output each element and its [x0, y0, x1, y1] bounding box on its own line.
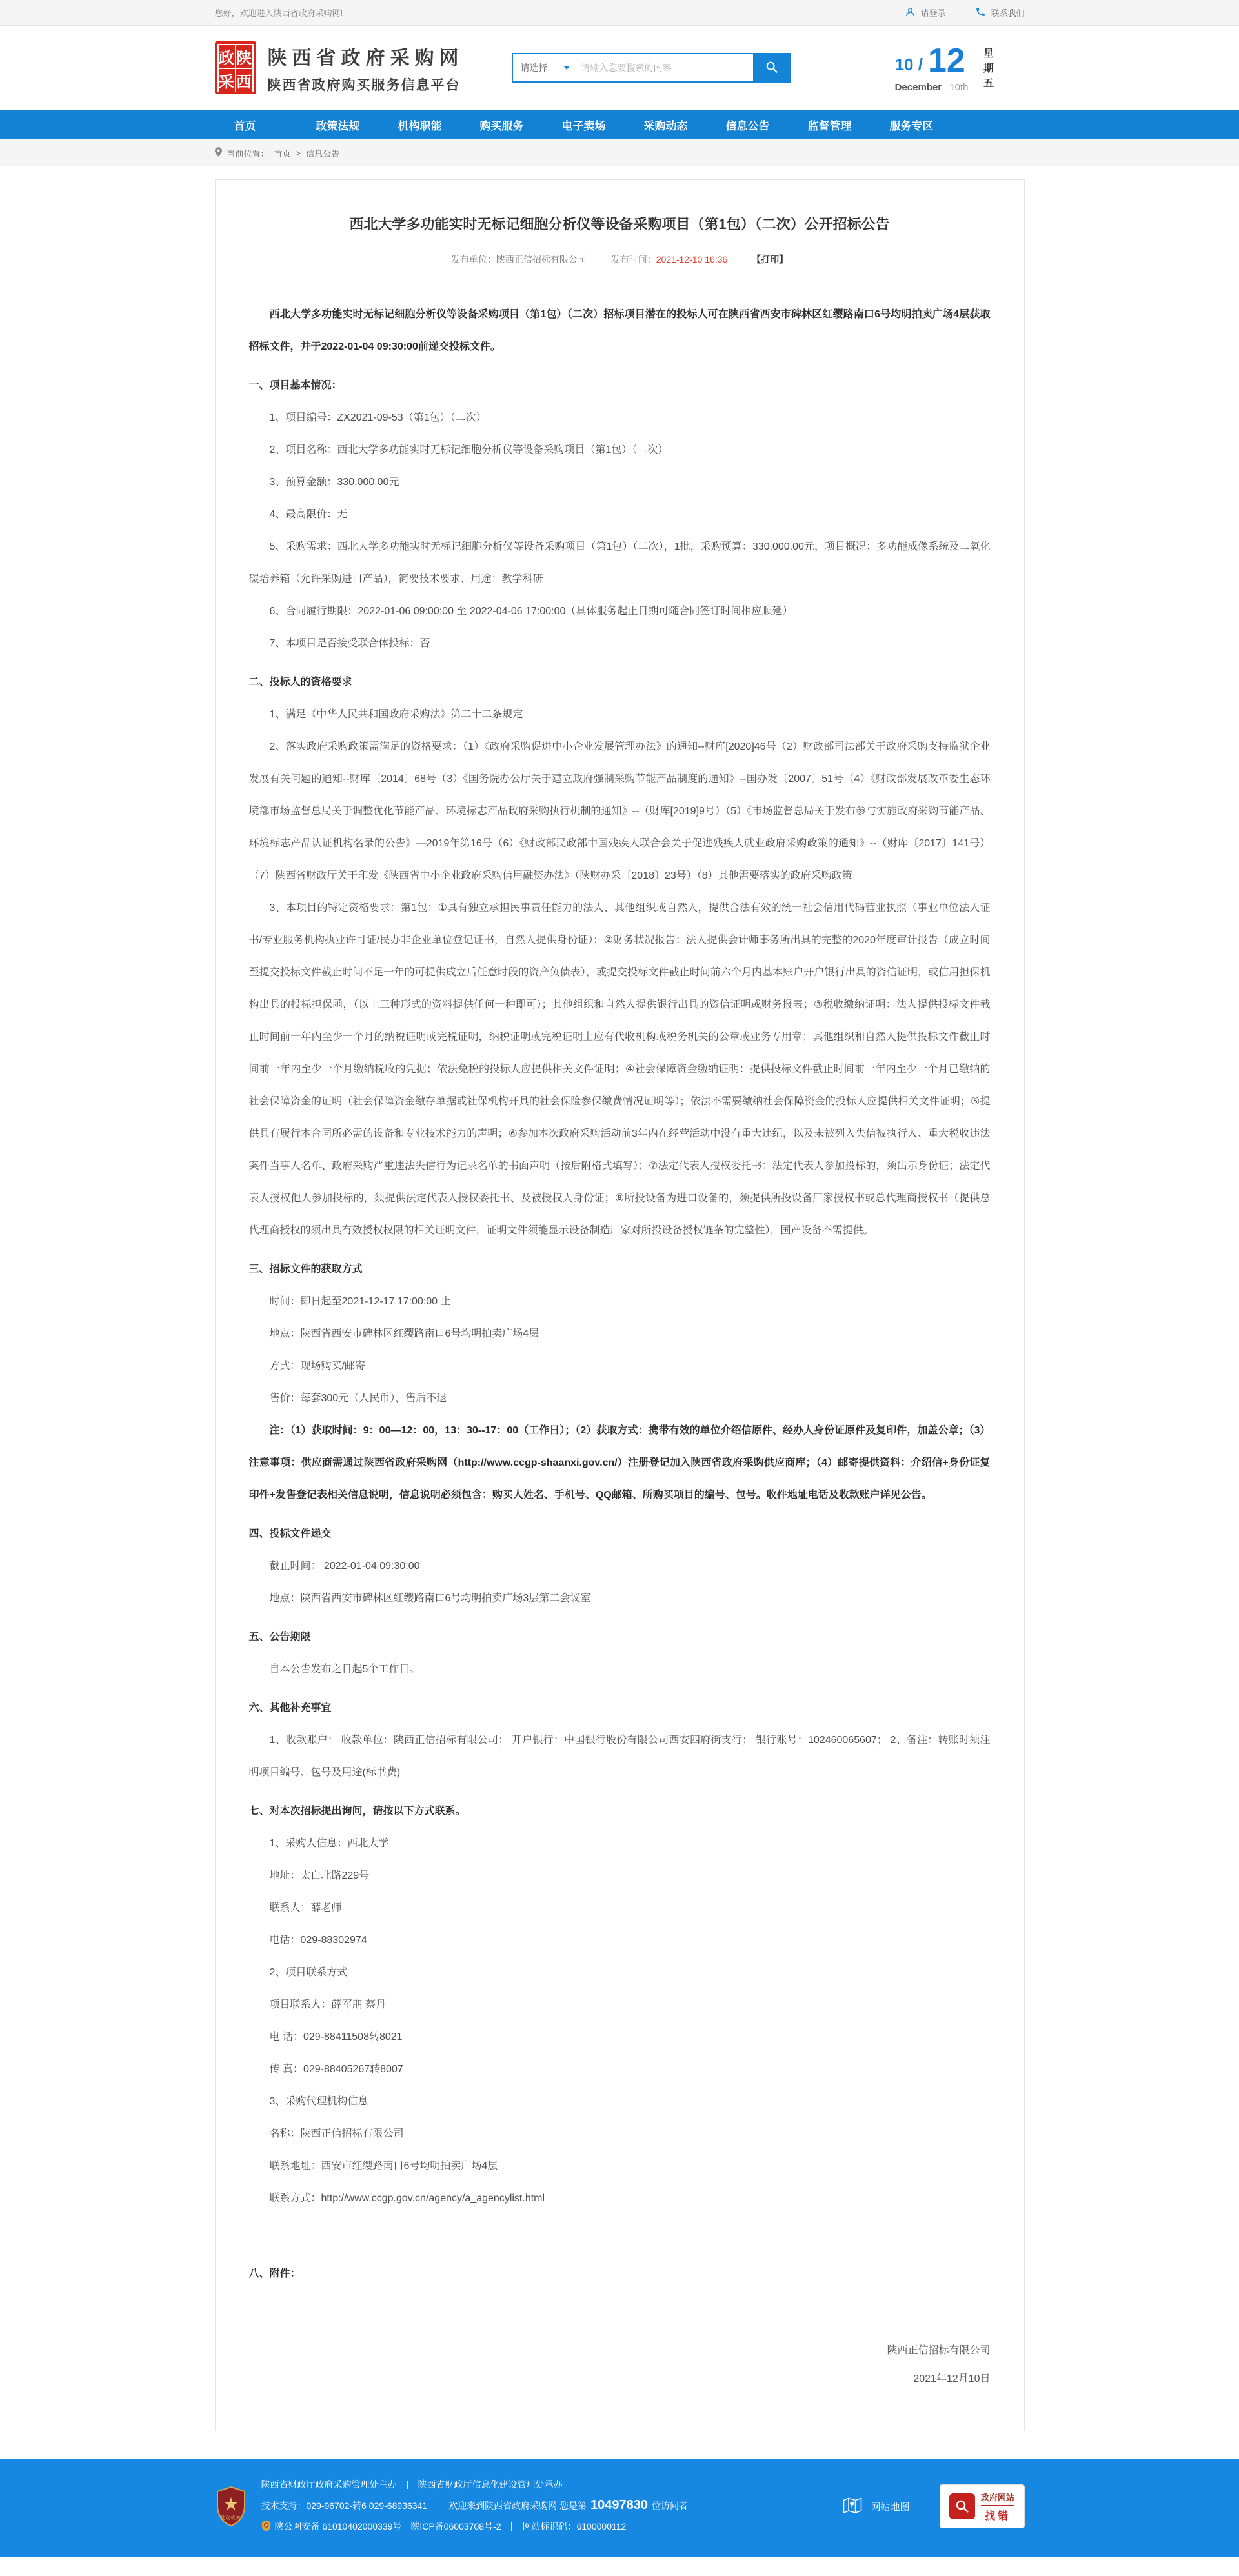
- nav-item[interactable]: 监督管理: [807, 119, 852, 132]
- gov-site-find-error-button[interactable]: [940, 2484, 1025, 2528]
- breadcrumb-current[interactable]: 信息公告: [306, 148, 340, 159]
- contact-label: 联系我们: [991, 8, 1025, 18]
- find-error-top-label: 政府网站: [981, 2491, 1014, 2506]
- site-title: 陕西省政府采购网: [267, 47, 464, 69]
- search-input[interactable]: [576, 54, 753, 81]
- article-paragraph: 一、项目基本情况：: [248, 380, 342, 391]
- article-paragraph: 2、落实政府采购政策需满足的资格要求：（1）《政府采购促进中小企业发展管理办法》的通知--财库[2020]46号（2）财政部司法部关于政府采购支持监狱企业发展有关问题的通知--财库〔2014〕68号（3）《国务院办公厅关于建立政府强制采购节能产品制度的通知》--国办发〔2007〕51号（4）《财政部发展改革委生态环境部市场监督总局关于调整优化节能产品、环境标志产品政府采购执行机制的通知》--（财库[2019]9号）（5）《市场监督总局关于发布参与实施政府采购节能产品、环境标志产品认证机构名录的公告》—2019年第16号（6）《财政部民政部中国残疾人联合会关于促进残疾人就业政府采购政策的通知》--（财库〔2017〕141号）（7）陕西省财政厅关于印发《陕西省中小企业政府采购信用融资办法》（陕财办采〔2018〕23号）（8）其他需要落实的政府采购政策: [248, 741, 991, 881]
- attachment-heading: 八、附件：: [248, 2268, 301, 2279]
- page-title: 西北大学多功能实时无标记细胞分析仪等设备采购项目（第1包）（二次）公开招标公告: [349, 216, 890, 232]
- article-paragraph: 电 话：029-88411508转8021: [269, 2032, 403, 2042]
- footer-text: [261, 2474, 688, 2539]
- article-paragraph: 5、采购需求：西北大学多功能实时无标记细胞分析仪等设备采购项目（第1包）（二次），1批，采购预算：330,000.00元，项目概况：多功能成像系统及二氧化碳培养箱（允许采购进口产品），简要技术要求、用途：教学科研: [248, 541, 991, 584]
- date-widget: [895, 43, 1025, 92]
- article-paragraph: 时间：即日起至2021-12-17 17:00:00 止: [269, 1296, 451, 1307]
- site-subtitle: 陕西省政府购买服务信息平台: [267, 77, 461, 93]
- date-month-en: December: [894, 81, 942, 93]
- nav-menu: [215, 110, 1025, 139]
- icp-number: 陕ICP备06003708号-2: [410, 2521, 501, 2531]
- welcome-text: 您好，欢迎进入陕西省政府采购网!: [214, 8, 343, 18]
- article-paragraph: 传 真：029-88405267转8007: [269, 2064, 403, 2075]
- article-paragraph: 联系人：薛老师: [269, 1902, 342, 1913]
- date-day-big: 12: [927, 42, 965, 80]
- article-paragraph: 1、满足《中华人民共和国政府采购法》第二十二条规定: [269, 709, 523, 720]
- search-box: [512, 53, 791, 83]
- signature-block: [249, 2337, 991, 2393]
- article-card: [215, 179, 1025, 2431]
- party-government-badge-icon: [215, 2486, 247, 2527]
- article-paragraph: 1、项目编号：ZX2021-09-53（第1包）（二次）: [269, 412, 487, 423]
- publish-time-value: 2021-12-10 16:36: [656, 254, 728, 265]
- footer-tech-support: 技术支持：029-96702-转6 029-68936341: [261, 2501, 428, 2511]
- site-logo[interactable]: [215, 41, 464, 94]
- sitemap-link[interactable]: [841, 2493, 909, 2519]
- article-paragraph: 售价：每套300元（人民币），售后不退: [269, 1393, 447, 1404]
- article-paragraph: 联系地址：西安市红缨路南口6号均明拍卖广场4层: [269, 2161, 498, 2172]
- article-body: [249, 299, 991, 2215]
- date-day-en: 10th: [949, 81, 969, 93]
- article-paragraph: 项目联系人：薛军朋 蔡丹: [269, 1999, 386, 2010]
- article-paragraph: 3、采购代理机构信息: [269, 2096, 368, 2107]
- top-bar: [0, 0, 1239, 26]
- footer-organizer: 陕西省财政厅政府采购管理处主办: [261, 2479, 397, 2490]
- breadcrumb-home-link[interactable]: 首页: [274, 148, 291, 159]
- article-paragraph: 4、最高限价：无: [269, 509, 348, 520]
- article-paragraph: 五、公告期限: [248, 1632, 311, 1642]
- search-button[interactable]: [753, 53, 791, 83]
- sitemap-label: 网站地图: [871, 2501, 910, 2513]
- signature-company: 陕西正信招标有限公司: [887, 2345, 991, 2356]
- signature-date: 2021年12月10日: [913, 2373, 991, 2384]
- site-id-code: 网站标识码：6100000112: [522, 2521, 627, 2531]
- article-paragraph: 2、项目名称：西北大学多功能实时无标记细胞分析仪等设备采购项目（第1包）（二次）: [269, 444, 669, 455]
- nav-item[interactable]: 购买服务: [479, 119, 524, 132]
- article-paragraph: 1、收款账户： 收款单位：陕西正信招标有限公司； 开户银行：中国银行股份有限公司西安四府街支行； 银行账号：102460065607； 2、备注：转账时须注明项目编号、包号及用途(标书费): [248, 1735, 991, 1778]
- article-paragraph: 7、本项目是否接受联合体投标：否: [269, 638, 430, 649]
- find-error-bottom-label: 找错: [984, 2510, 1011, 2522]
- article-paragraph: 2、项目联系方式: [269, 1967, 348, 1978]
- nav-item[interactable]: 信息公告: [725, 119, 770, 132]
- article-paragraph: 西北大学多功能实时无标记细胞分析仪等设备采购项目（第1包）（二次）招标项目潜在的投标人可在陕西省西安市碑林区红缨路南口6号均明拍卖广场4层获取招标文件，并于2022-01-04 09:30:00前递交投标文件。: [248, 309, 991, 352]
- user-icon: [905, 6, 916, 19]
- site-header: [0, 26, 1239, 110]
- article-paragraph: 地点：陕西省西安市碑林区红缨路南口6号均明拍卖广场4层: [269, 1328, 539, 1339]
- breadcrumb: [215, 139, 1025, 166]
- article-paragraph: 6、合同履行期限：2022-01-06 09:00:00 至 2022-04-06 17:00:00（具体服务起止日期可随合同签订时间相应顺延）: [269, 606, 793, 617]
- police-badge-icon: [261, 2523, 271, 2533]
- article-paragraph: 电话：029-88302974: [269, 1935, 367, 1946]
- article-paragraph: 名称：陕西正信招标有限公司: [269, 2128, 404, 2139]
- search-select-label: 请选择: [520, 63, 548, 73]
- breadcrumb-separator: >: [296, 148, 301, 158]
- article-paragraph: 三、招标文件的获取方式: [248, 1264, 363, 1275]
- article-paragraph: 联系方式：http://www.ccgp.gov.cn/agency/a_agencylist.html: [269, 2193, 545, 2204]
- article-paragraph: 七、对本次招标提出询问，请按以下方式联系。: [248, 1806, 466, 1817]
- breadcrumb-prefix: 当前位置：: [227, 148, 269, 159]
- nav-item[interactable]: 机构职能: [398, 119, 442, 132]
- date-weekday: 星期五: [982, 48, 993, 93]
- nav-item[interactable]: 首页: [234, 119, 256, 132]
- article-paragraph: 地点：陕西省西安市碑林区红缨路南口6号均明拍卖广场3层第二会议室: [269, 1593, 591, 1604]
- footer-welcome: 欢迎来到陕西省政府采购网 您是第: [448, 2501, 587, 2511]
- article-paragraph: 3、预算金额：330,000.00元: [269, 477, 399, 488]
- login-label: 请登录: [920, 8, 946, 18]
- article-paragraph: 截止时间： 2022-01-04 09:30:00: [269, 1561, 420, 1572]
- article-paragraph: 3、本项目的特定资格要求：第1包：①具有独立承担民事责任能力的法人、其他组织或自然人，提供合法有效的统一社会信用代码营业执照（事业单位法人证书/专业服务机构执业许可证/民办非企业单位登记证书，自然人提供身份证）；②财务状况报告：法人提供会计师事务所出具的完整的2020年度审计报告（成立时间至提交投标文件截止时间不足一年的可提供成立后任意时段的资产负债表），或提交投标文件截止时间前六个月内基本账户开户银行出具的资信证明，或信用担保机构出具的投标担保函，（以上三种形式的资料提供任何一种即可）；其他组织和自然人提供银行出具的资信证明或财务报表；③税收缴纳证明：法人提供投标文件截止时间前一年内至少一个月的纳税证明或完税证明，纳税证明或完税证明上应有代收机构或税务机关的公章或业务专用章；其他组织和自然人提供投标文件截止时间前一年内至少一个月缴纳税收的凭据；依法免税的投标人应提供相关文件证明；④社会保障资金缴纳证明：提供投标文件截止时间前一年内至少一个月已缴纳的社会保障资金的证明（社会保障资金缴存单据或社保机构开具的社会保险参保缴费情况证明等）；依法不需要缴纳社会保障资金的投标人应提供相关文件证明；⑤提供具有履行本合同所必需的设备和专业技术能力的声明；⑥参加本次政府采购活动前3年内在经营活动中没有重大违纪，以及未被列入失信被执行人、重大税收违法案件当事人名单、政府采购严重违法失信行为记录名单的书面声明（按后附格式填写）；⑦法定代表人授权委托书：法定代表人参加投标的，须出示身份证；法定代表人授权他人参加投标的，须提供法定代表人授权委托书、及被授权人身份证；⑧所投设备为进口设备的，须提供所投设备厂家授权书或总代理商授权书（提供总代理商授权的须出具有效授权权限的相关证明文件，证明文件须能显示设备制造厂家对所投设备授权链条的完整性），国产设备不需提供。: [248, 903, 991, 1236]
- publisher-label: 发布单位：: [450, 254, 496, 265]
- nav-item[interactable]: 电子卖场: [561, 119, 606, 132]
- location-pin-icon: [215, 147, 222, 159]
- nav-item[interactable]: 政策法规: [316, 119, 360, 132]
- article-paragraph: 1、采购人信息：西北大学: [269, 1838, 389, 1849]
- article-paragraph: 方式：现场购买/邮寄: [269, 1361, 365, 1372]
- find-error-magnifier-icon: [949, 2493, 975, 2519]
- search-icon: [765, 60, 779, 76]
- phone-icon: [975, 6, 986, 19]
- publish-time-label: 发布时间：: [610, 254, 656, 265]
- breadcrumb-bar: [0, 139, 1239, 166]
- footer-co-organizer: 陕西省财政厅信息化建设管理处承办: [418, 2479, 563, 2490]
- chevron-down-icon: [563, 66, 570, 70]
- article-paragraph: 注：（1）获取时间：9：00—12：00，13：30--17：00（工作日）；（2）获取方式：携带有效的单位介绍信原件、经办人身份证原件及复印件，加盖公章；（3）注意事项：供应商需通过陕西省政府采购网（http://www.ccgp-shaanxi.gov.cn/）注册登记加入陕西省政府采购供应商库；（4）邮寄提供资料：介绍信+身份证复印件+发售登记表相关信息说明，信息说明必须包含：购买人姓名、手机号、QQ邮箱、所购买项目的编号、包号。收件地址电话及收款账户详见公告。: [248, 1425, 991, 1501]
- visitor-count: 10497830: [590, 2498, 648, 2512]
- site-footer: [0, 2459, 1239, 2557]
- article-paragraph: 二、投标人的资格要求: [248, 677, 352, 688]
- police-filing-link[interactable]: 陕公网安备 61010402000339号: [274, 2521, 402, 2531]
- map-icon: [841, 2493, 864, 2519]
- badge-label: 党政机关: [220, 2516, 241, 2521]
- main-nav: [0, 110, 1239, 139]
- article-meta: [249, 253, 991, 266]
- article-paragraph: 自本公告发布之日起5个工作日。: [269, 1664, 420, 1675]
- print-button[interactable]: 【打印】: [752, 254, 789, 265]
- search-category-select[interactable]: [513, 54, 576, 81]
- contact-link[interactable]: [975, 6, 1024, 19]
- publisher-value: 陕西正信招标有限公司: [496, 254, 587, 265]
- nav-item[interactable]: 服务专区: [889, 119, 934, 132]
- seal-logo-icon: 政 陕 采 西: [215, 41, 256, 94]
- footer-visitor-suffix: 位访问者: [651, 2501, 688, 2511]
- date-month-day: 10 /: [894, 54, 923, 74]
- login-link[interactable]: [905, 6, 945, 19]
- article-paragraph: 四、投标文件递交: [248, 1528, 332, 1539]
- nav-item[interactable]: 采购动态: [643, 119, 688, 132]
- article-paragraph: 地址：太白北路229号: [269, 1870, 370, 1881]
- article-paragraph: 六、其他补充事宜: [248, 1702, 332, 1713]
